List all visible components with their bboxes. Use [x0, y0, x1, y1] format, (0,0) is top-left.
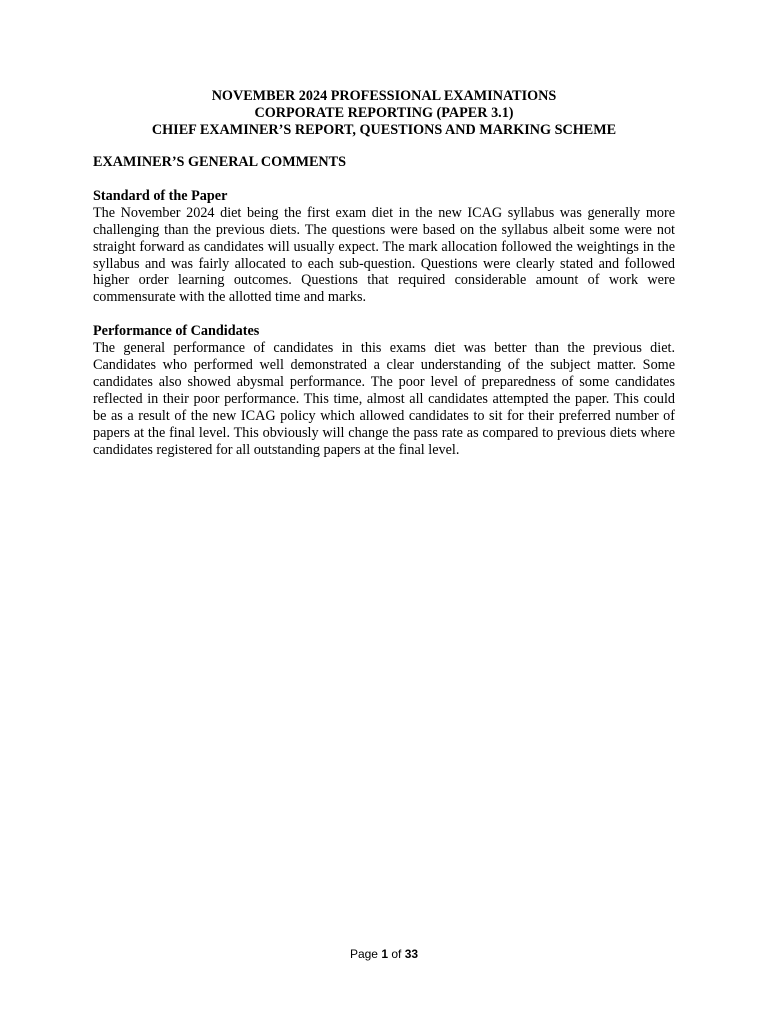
section-heading: Standard of the Paper	[93, 187, 228, 204]
of-word: of	[391, 947, 402, 961]
header-report-title: CHIEF EXAMINER’S REPORT, QUESTIONS AND MARKING SCHEME	[151, 122, 617, 138]
general-comments-heading: EXAMINER’S GENERAL COMMENTS	[93, 154, 347, 170]
header-exam-title: NOVEMBER 2024 PROFESSIONAL EXAMINATIONS	[211, 88, 557, 104]
document-body	[93, 154, 675, 476]
section-performance-of-candidates	[93, 323, 675, 458]
section-paragraph: The November 2024 diet being the first exam diet in the new ICAG syllabus was generally more challenging than the previous diets. The questions were based on the syllabus albeit some were not straight forward as candidates will usually expect. The mark allocation followed the weightings in the syllabus and was fairly allocated to each sub-question. Questions were clearly stated and followed higher order learning outcomes. Questions that required considerable amount of work were commensurate with the allotted time and marks.	[93, 204, 675, 306]
document-header	[0, 88, 768, 139]
page-footer	[0, 946, 768, 962]
page-word: Page	[349, 947, 378, 961]
header-paper-title: CORPORATE REPORTING (PAPER 3.1)	[254, 105, 514, 121]
total-pages-number: 33	[404, 947, 419, 961]
current-page-number: 1	[381, 947, 388, 961]
section-standard-of-paper	[93, 188, 675, 306]
section-heading: Performance of Candidates	[93, 323, 260, 340]
section-paragraph: The general performance of candidates in this exams diet was better than the previous diet. Candidates who performed well demonstrated a clear understanding of the subject matter. Some candidates also showed abysmal performance. The poor level of preparedness of some candidates reflected in their poor performance. This time, almost all candidates attempted the paper. This could be as a result of the new ICAG policy which allowed candidates to sit for their preferred number of papers at the final level. This obviously will change the pass rate as compared to previous diets where candidates registered for all outstanding papers at the final level.	[93, 340, 675, 458]
